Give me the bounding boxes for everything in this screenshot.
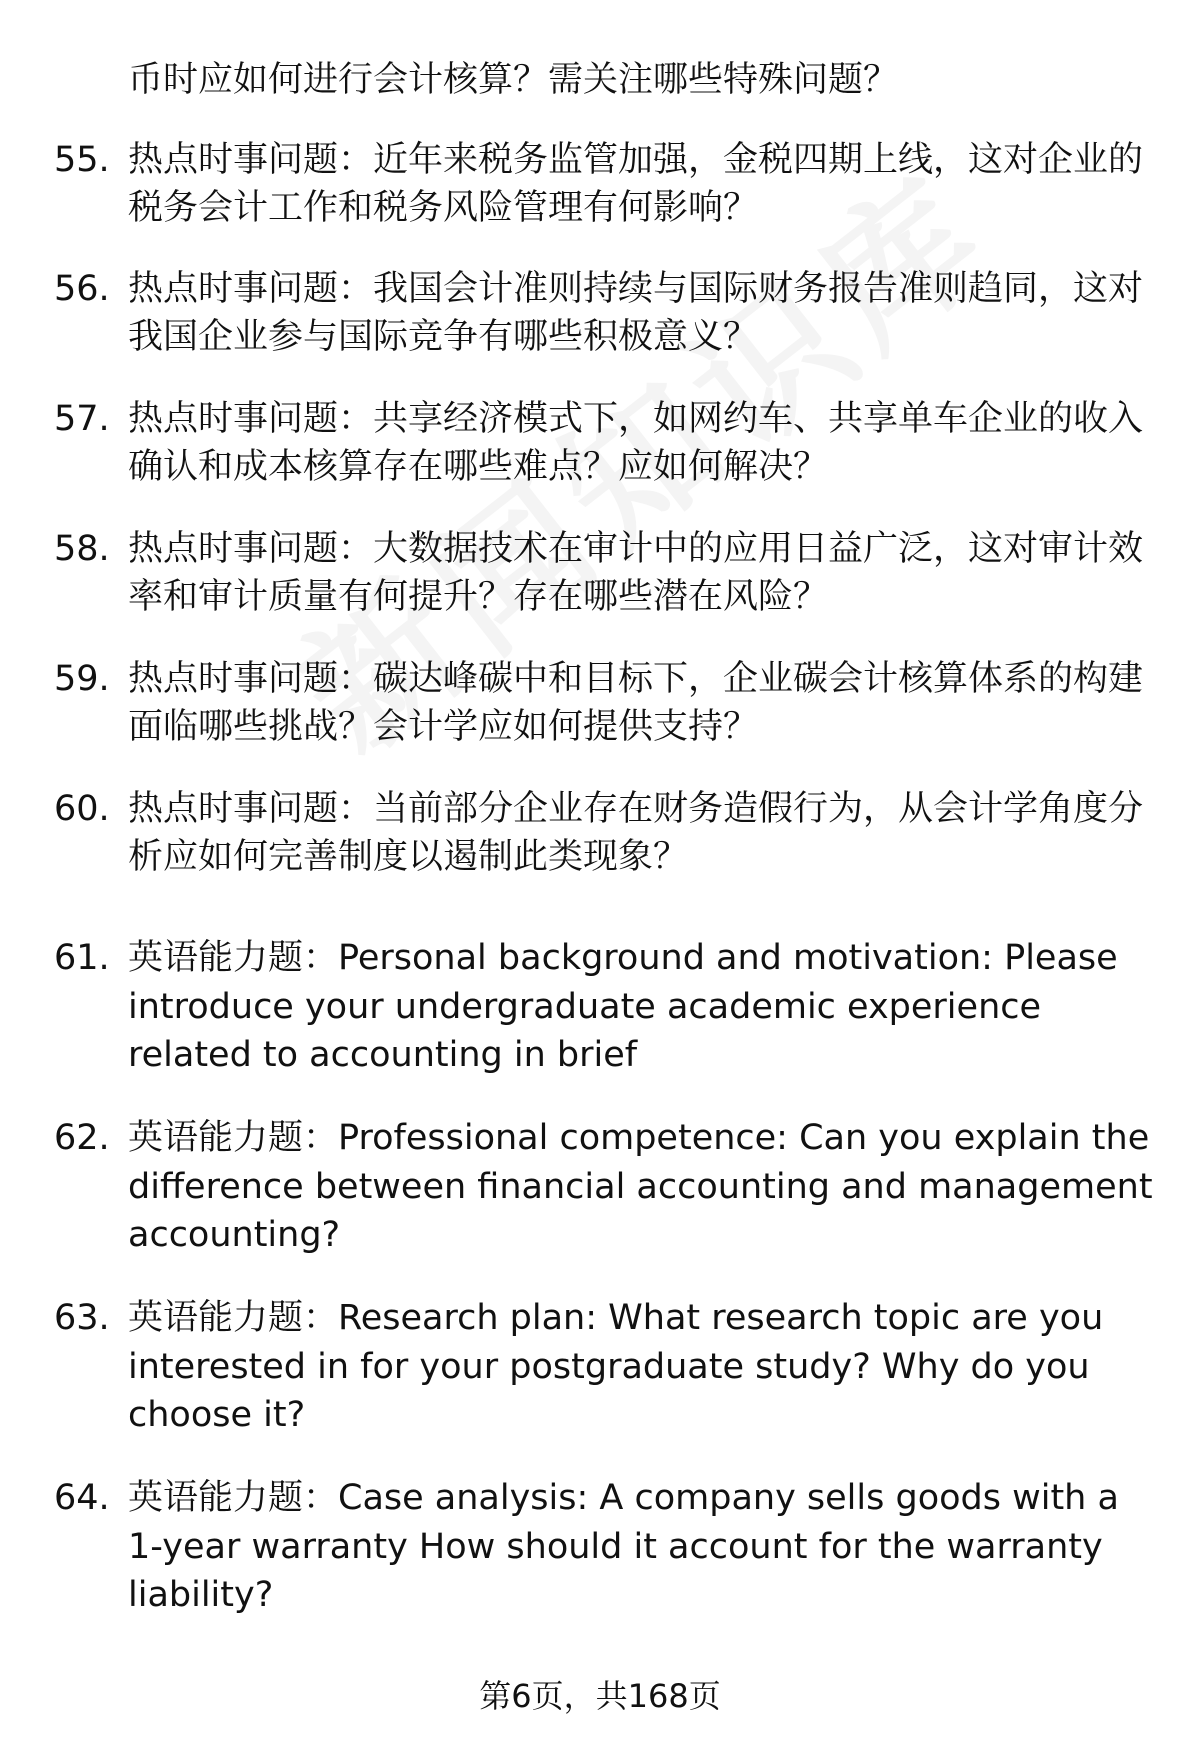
item-number: 63. bbox=[54, 1298, 110, 1338]
item-number: 57. bbox=[54, 399, 110, 439]
item-text: 热点时事问题：当前部分企业存在财务造假行为，从会计学角度分析应如何完善制度以遏制此类现象？ bbox=[128, 789, 1144, 877]
item-text: 热点时事问题：碳达峰碳中和目标下，企业碳会计核算体系的构建面临哪些挑战？会计学应如何提供支持？ bbox=[128, 659, 1144, 747]
item-text: 热点时事问题：大数据技术在审计中的应用日益广泛，这对审计效率和审计质量有何提升？存在哪些潜在风险？ bbox=[128, 529, 1144, 617]
page-footer: 第6页，共168页 bbox=[479, 1677, 721, 1715]
item-text: 英语能力题：Case analysis: A company sells goods with a 1-year warranty How should it account for the warranty liability? bbox=[128, 1478, 1119, 1615]
item-number: 55. bbox=[54, 140, 110, 180]
item-text: 英语能力题：Professional competence: Can you explain the difference between financial accounting and management accounting? bbox=[128, 1118, 1153, 1255]
item-text: 英语能力题：Personal background and motivation: Please introduce your undergraduate academic experience related to accounting in brief bbox=[128, 938, 1118, 1075]
item-text: 热点时事问题：共享经济模式下，如网约车、共享单车企业的收入确认和成本核算存在哪些难点？应如何解决？ bbox=[128, 399, 1144, 487]
item-number: 64. bbox=[54, 1478, 110, 1518]
item-text: 英语能力题：Research plan: What research topic are you interested in for your postgraduate study? Why do you choose it? bbox=[128, 1298, 1104, 1435]
item-text: 热点时事问题：近年来税务监管加强，金税四期上线，这对企业的税务会计工作和税务风险管理有何影响？ bbox=[128, 140, 1144, 228]
item-number: 62. bbox=[54, 1118, 110, 1158]
item-number: 59. bbox=[54, 659, 110, 699]
item-number: 61. bbox=[54, 938, 110, 978]
continuation-text: 币时应如何进行会计核算？需关注哪些特殊问题？ bbox=[128, 60, 899, 100]
item-number: 60. bbox=[54, 789, 110, 829]
item-text: 热点时事问题：我国会计准则持续与国际财务报告准则趋同，这对我国企业参与国际竞争有哪些积极意义？ bbox=[128, 269, 1144, 357]
item-number: 56. bbox=[54, 269, 110, 309]
item-number: 58. bbox=[54, 529, 110, 569]
